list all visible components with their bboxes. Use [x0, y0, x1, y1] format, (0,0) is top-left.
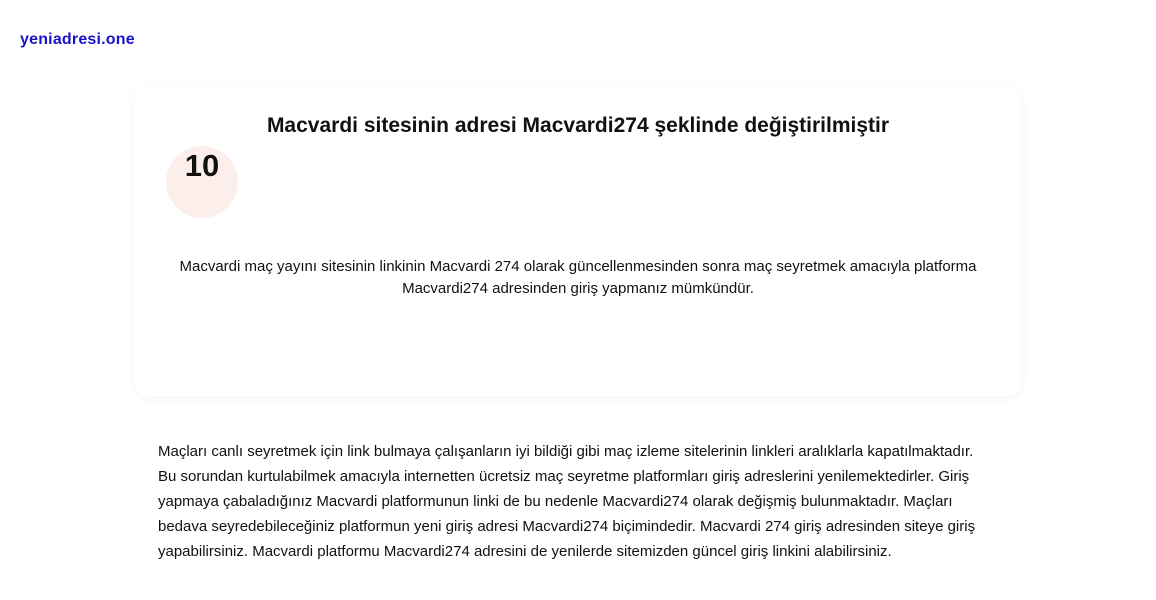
card-title: Macvardi sitesinin adresi Macvardi274 şeklinde değiştirilmiştir: [266, 114, 890, 137]
card-description: Macvardi maç yayını sitesinin linkinin Macvardi 274 olarak güncellenmesinden sonra maç seyretmek amacıyla platforma Macvardi274 adresinden giriş yapmanız mümkündür.: [179, 258, 977, 297]
site-logo-link[interactable]: yeniadresi.one: [20, 31, 135, 48]
number-badge: [166, 146, 238, 218]
info-card: [135, 86, 1021, 396]
badge-number: 10: [184, 148, 220, 183]
article-paragraph: Maçları canlı seyretmek için link bulmaya çalışanların iyi bildiği gibi maç izleme sitelerinin linkleri aralıklarla kapatılmaktadır. Bu sorundan kurtulabilmek amacıyla internetten ücretsiz maç seyretme platformları giriş adreslerini yenilemektedirler. Giriş yapmaya çabaladığınız Macvardi platformunun linki de bu nedenle Macvardi274 olarak değişmiş bulunmaktadır. Maçları bedava seyredebileceğiniz platformun yeni giriş adresi Macvardi274 biçimindedir. Macvardi 274 giriş adresinden siteye giriş yapabilirsiniz. Macvardi platformu Macvardi274 adresini de yenilerde sitemizden güncel giriş linkini alabilirsiniz.: [158, 443, 976, 560]
